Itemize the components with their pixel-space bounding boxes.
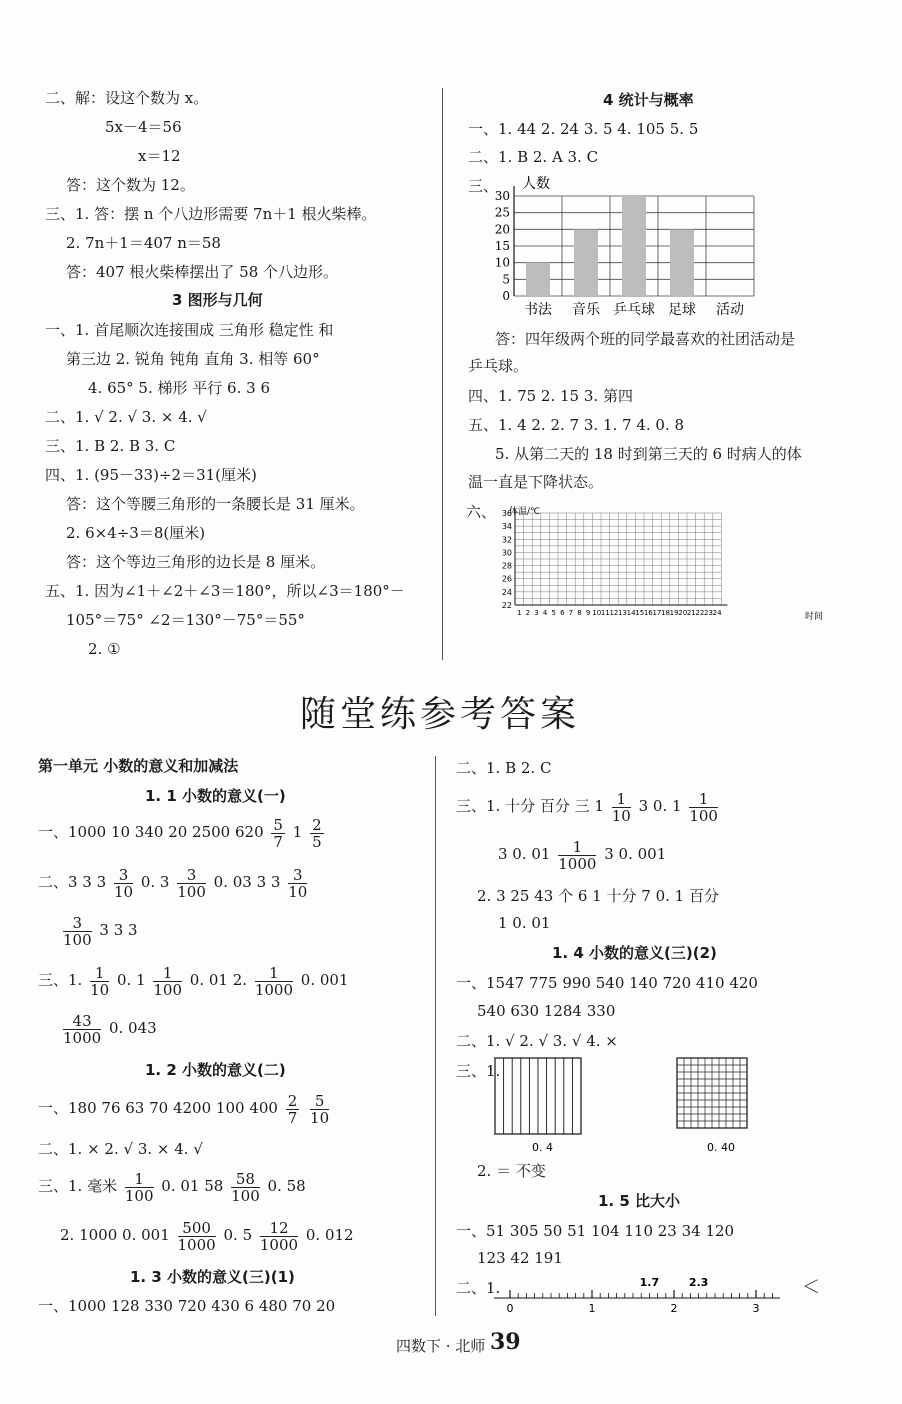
denominator: 5 xyxy=(312,832,322,851)
fraction xyxy=(689,791,718,824)
denominator: 100 xyxy=(124,1186,154,1205)
text: 0. 58 xyxy=(267,1177,306,1195)
numerator: 1 xyxy=(125,1171,154,1188)
line: 二、1. B 2. C xyxy=(456,759,552,777)
text: 2. 1000 0. 001 xyxy=(60,1226,170,1244)
numerator: 1 xyxy=(612,791,631,808)
line: 第三边 2. 锐角 钝角 直角 3. 相等 60° xyxy=(66,350,320,368)
numerator: 2 xyxy=(312,815,322,834)
answer-line: 答：407 根火柴棒摆出了 58 个八边形。 xyxy=(66,263,339,281)
fraction xyxy=(612,791,631,824)
line: 4. 65° 5. 梯形 平行 6. 3 6 xyxy=(88,379,270,397)
chart-ylabel: 人数 xyxy=(522,176,550,192)
answer-row xyxy=(38,864,310,900)
line: 1 0. 01 xyxy=(498,914,551,932)
denominator: 100 xyxy=(63,930,92,949)
numerator: 3 xyxy=(288,867,307,884)
tick-label: 2 xyxy=(670,1302,678,1315)
fraction xyxy=(255,965,293,998)
fraction xyxy=(288,867,307,900)
x-tick-label: 活动 xyxy=(716,302,744,318)
numerator: 5 xyxy=(310,1093,329,1110)
x-tick-label: 足球 xyxy=(668,302,696,318)
answer-line: 答：这个等腰三角形的一条腰长是 31 厘米。 xyxy=(66,495,365,513)
text: 三、1. 十分 百分 三 1 xyxy=(456,797,604,815)
page-main-title: 随堂练参考答案 xyxy=(300,694,581,735)
fraction xyxy=(286,1093,300,1126)
text: 三、1. 毫米 xyxy=(38,1177,118,1195)
tick-label: 0 xyxy=(506,1302,514,1315)
line: 2. 3 25 43 个 6 1 十分 7 0. 1 百分 xyxy=(477,887,719,905)
line: 二、1. B 2. A 3. C xyxy=(468,148,599,166)
x-tick-label: 音乐 xyxy=(572,302,600,318)
numerator: 2 xyxy=(287,1091,298,1110)
denominator: 1000 xyxy=(259,1235,299,1254)
numerator: 1 xyxy=(558,839,596,856)
comparison-sign: ＜ xyxy=(802,1277,820,1298)
numerator: 3 xyxy=(63,915,92,932)
bar xyxy=(574,229,598,296)
x-tick-label: 9 xyxy=(585,609,591,617)
y-tick-label: 34 xyxy=(501,522,512,532)
temperature-grid-chart xyxy=(485,505,840,623)
fraction xyxy=(63,1013,101,1046)
denominator: 10 xyxy=(611,806,631,825)
x-tick-label: 16 xyxy=(643,609,653,617)
chart-ylabel: 体温/℃ xyxy=(509,507,541,517)
line: 一、1. 44 2. 24 3. 5 4. 105 5. 5 xyxy=(468,120,699,138)
y-tick-label: 26 xyxy=(501,574,512,584)
bar-chart xyxy=(480,168,780,320)
answer-row xyxy=(38,1090,332,1126)
answer-row xyxy=(38,814,327,850)
answer-row xyxy=(60,1217,354,1253)
fraction xyxy=(125,1171,154,1204)
x-tick-label: 6 xyxy=(560,609,565,617)
column-divider xyxy=(435,756,436,1316)
denominator: 10 xyxy=(90,980,110,999)
numerator: 500 xyxy=(178,1220,216,1237)
line: 2. 6×4÷3＝8(厘米) xyxy=(66,524,206,542)
x-tick-label: 21 xyxy=(686,609,696,617)
x-tick-label: 19 xyxy=(669,609,679,617)
x-tick-label: 11 xyxy=(600,609,610,617)
line: 一、51 305 50 51 104 110 23 34 120 xyxy=(456,1222,735,1240)
text: 一、1000 10 340 20 2500 620 xyxy=(38,823,264,841)
text: 3 0. 01 xyxy=(498,845,551,863)
text: 3 0. 001 xyxy=(604,845,667,863)
denominator: 1000 xyxy=(558,854,597,873)
tick-label: 1 xyxy=(588,1302,596,1315)
line: 一、1. 首尾顺次连接围成 三角形 稳定性 和 xyxy=(45,321,334,339)
line: 温一直是下降状态。 xyxy=(468,473,604,491)
line: 五、1. 4 2. 2. 7 3. 1. 7 4. 0. 8 xyxy=(468,416,685,434)
fraction xyxy=(63,915,92,948)
text: 0. 3 xyxy=(140,873,170,891)
line: 123 42 191 xyxy=(477,1249,563,1267)
grid-label: 0. 4 xyxy=(532,1141,553,1154)
line: 2. ① xyxy=(88,640,121,658)
denominator: 100 xyxy=(689,806,718,825)
answer-row xyxy=(456,788,721,824)
denominator: 10 xyxy=(310,1108,330,1127)
line: 一、1547 775 990 540 140 720 410 420 xyxy=(456,974,758,992)
text: 0. 03 3 3 xyxy=(213,873,281,891)
x-tick-label: 10 xyxy=(592,609,602,617)
y-tick-label: 25 xyxy=(494,205,510,220)
line: 三、1. B 2. B 3. C xyxy=(45,437,176,455)
text: 0. 001 xyxy=(300,971,349,989)
line: 六、 xyxy=(466,503,497,521)
y-tick-label: 15 xyxy=(494,239,510,253)
answer-line: 答：这个等边三角形的边长是 8 厘米。 xyxy=(66,553,326,571)
x-tick-label: 18 xyxy=(661,609,670,617)
numerator: 58 xyxy=(231,1171,260,1188)
line: 二、解：设这个数为 x。 xyxy=(45,89,209,107)
fraction xyxy=(310,1093,329,1126)
section-title: 3 图形与几何 xyxy=(172,291,263,309)
line: 二、1. xyxy=(456,1279,501,1297)
text: 3 0. 1 xyxy=(638,797,682,815)
bar xyxy=(526,263,550,296)
denominator: 7 xyxy=(273,832,283,851)
numerator: 1 xyxy=(153,965,182,982)
x-tick-label: 15 xyxy=(635,609,645,617)
text: 二、3 3 3 xyxy=(38,873,107,891)
y-tick-label: 22 xyxy=(501,601,512,610)
y-tick-label: 20 xyxy=(494,222,510,237)
text: 1 xyxy=(292,823,303,841)
x-tick-label: 7 xyxy=(568,609,574,617)
answer-row xyxy=(60,1010,157,1046)
fraction xyxy=(90,965,109,998)
y-tick-label: 36 xyxy=(501,509,512,518)
y-tick-label: 5 xyxy=(502,272,510,287)
numerator: 1 xyxy=(255,965,293,982)
text: 0. 1 xyxy=(116,971,146,989)
section-title: 4 统计与概率 xyxy=(603,91,694,109)
line: 105°＝75° ∠2＝130°－75°＝55° xyxy=(66,611,305,629)
page-number: 39 xyxy=(490,1329,521,1355)
numerator: 3 xyxy=(114,867,133,884)
x-tick-label: 23 xyxy=(704,609,713,617)
x-tick-label: 22 xyxy=(695,609,705,617)
text: 一、180 76 63 70 4200 100 400 xyxy=(38,1099,278,1117)
denominator: 7 xyxy=(287,1108,298,1127)
answer-line: 答：四年级两个班的同学最喜欢的社团活动是 xyxy=(495,330,796,348)
bar xyxy=(622,196,646,296)
numerator: 12 xyxy=(260,1220,298,1237)
line: 四、1. (95－33)÷2＝31(厘米) xyxy=(45,466,257,484)
fraction xyxy=(153,965,182,998)
section-title: 1. 2 小数的意义(二) xyxy=(145,1061,286,1079)
unit-title: 第一单元 小数的意义和加减法 xyxy=(38,757,239,775)
y-tick-label: 24 xyxy=(501,587,512,597)
point-label: 1.7 xyxy=(639,1276,660,1289)
line: 2. ＝ 不变 xyxy=(477,1162,546,1180)
x-tick-label: 5 xyxy=(551,609,556,617)
line: 540 630 1284 330 xyxy=(477,1002,616,1020)
x-tick-label: 乒乓球 xyxy=(613,302,655,318)
fraction xyxy=(178,1220,216,1253)
x-tick-label: 17 xyxy=(652,609,662,617)
section-title: 1. 3 小数的意义(三)(1) xyxy=(130,1268,295,1286)
y-tick-label: 30 xyxy=(501,548,512,558)
x-tick-label: 12 xyxy=(609,609,619,617)
x-tick-label: 13 xyxy=(618,609,627,617)
fraction xyxy=(177,867,206,900)
equation: 5x－4＝56 xyxy=(105,118,182,136)
y-tick-label: 10 xyxy=(494,255,510,270)
denominator: 100 xyxy=(177,882,206,901)
tenths-grid xyxy=(494,1057,584,1155)
denominator: 100 xyxy=(153,980,183,999)
footer-book: 四数下 · 北师 xyxy=(396,1337,486,1355)
y-tick-label: 32 xyxy=(501,535,512,545)
y-tick-label: 28 xyxy=(501,561,512,571)
section-title: 1. 1 小数的意义(一) xyxy=(145,787,286,805)
denominator: 1000 xyxy=(63,1028,102,1047)
numerator: 5 xyxy=(273,815,283,834)
fraction xyxy=(558,839,596,872)
fraction xyxy=(310,817,324,850)
fraction xyxy=(271,817,285,850)
numerator: 3 xyxy=(177,867,206,884)
text: 三、1. xyxy=(38,971,83,989)
answer-row xyxy=(38,962,349,998)
x-tick-label: 8 xyxy=(577,609,582,617)
text: 0. 043 xyxy=(108,1019,157,1037)
equation: x＝12 xyxy=(138,147,181,165)
numerator: 1 xyxy=(90,965,109,982)
x-tick-label: 4 xyxy=(542,609,548,617)
grid-label: 0. 40 xyxy=(707,1141,735,1154)
section-title: 1. 5 比大小 xyxy=(598,1192,681,1210)
section-title: 1. 4 小数的意义(三)(2) xyxy=(552,944,717,962)
number-line xyxy=(490,1274,790,1320)
numerator: 1 xyxy=(689,791,718,808)
text: 0. 012 xyxy=(305,1226,354,1244)
y-tick-label: 30 xyxy=(494,189,510,203)
y-tick-label: 0 xyxy=(502,289,510,303)
denominator: 100 xyxy=(231,1186,260,1205)
x-tick-label: 1 xyxy=(517,609,522,617)
fraction xyxy=(231,1171,260,1204)
line: 2. 7n＋1＝407 n＝58 xyxy=(66,234,221,252)
hundredths-grid xyxy=(676,1057,766,1155)
line: 五、1. 因为∠1＋∠2＋∠3＝180°，所以∠3＝180°－ xyxy=(45,582,405,600)
line: 三、1. 答：摆 n 个八边形需要 7n＋1 根火柴棒。 xyxy=(45,205,377,223)
point-label: 2.3 xyxy=(688,1276,709,1289)
line: 5. 从第二天的 18 时到第三天的 6 时病人的体 xyxy=(495,445,802,463)
line: 三、 xyxy=(468,177,499,195)
x-tick-label: 2 xyxy=(525,609,531,617)
answer-line: 答：这个数为 12。 xyxy=(66,176,195,194)
bar xyxy=(670,229,694,296)
line: 三、1. xyxy=(456,1062,501,1080)
denominator: 1000 xyxy=(254,980,294,999)
numerator: 43 xyxy=(63,1013,101,1030)
column-divider xyxy=(442,88,443,660)
x-tick-label: 3 xyxy=(534,609,539,617)
line: 二、1. × 2. √ 3. × 4. √ xyxy=(38,1140,203,1158)
text: 0. 01 2. xyxy=(189,971,248,989)
x-tick-label: 14 xyxy=(626,609,636,617)
fraction xyxy=(260,1220,298,1253)
chart-xlabel: 时间 xyxy=(805,612,824,622)
answer-row xyxy=(60,912,138,948)
text: 0. 5 xyxy=(223,1226,253,1244)
answer-row xyxy=(38,1168,306,1204)
tick-label: 3 xyxy=(752,1302,760,1315)
denominator: 10 xyxy=(113,882,134,901)
line: 四、1. 75 2. 15 3. 第四 xyxy=(468,387,633,405)
line: 二、1. √ 2. √ 3. √ 4. × xyxy=(456,1032,618,1050)
answer-row xyxy=(498,836,666,872)
line: 二、1. √ 2. √ 3. × 4. √ xyxy=(45,408,207,426)
x-tick-label: 24 xyxy=(712,609,722,617)
text: 3 3 3 xyxy=(99,921,138,939)
denominator: 1000 xyxy=(177,1235,216,1254)
text: 0. 01 58 xyxy=(161,1177,224,1195)
answer-line: 乒乓球。 xyxy=(468,357,529,375)
denominator: 10 xyxy=(288,882,308,901)
x-tick-label: 20 xyxy=(678,609,688,617)
x-tick-label: 书法 xyxy=(524,302,552,318)
line: 一、1000 128 330 720 430 6 480 70 20 xyxy=(38,1297,336,1315)
fraction xyxy=(114,867,133,900)
